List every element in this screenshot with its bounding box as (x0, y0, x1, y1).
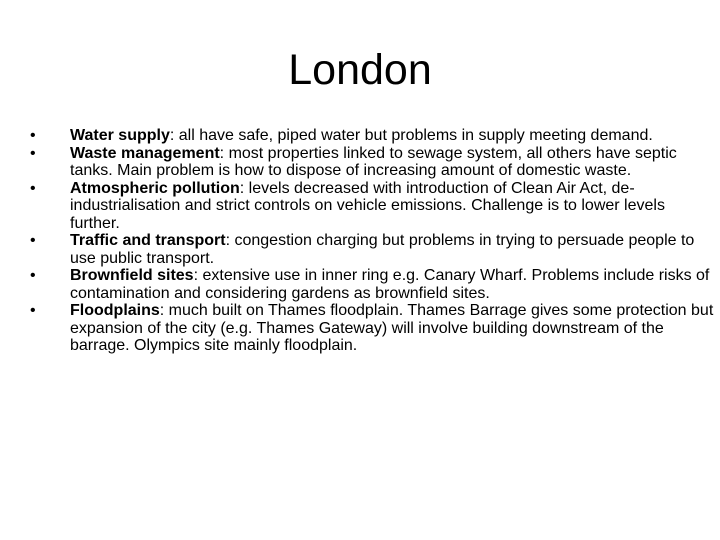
bullet-item-traffic-and-transport (30, 232, 714, 267)
bullet-text: : congestion charging but problems in trying to persuade people to use public transport. (70, 232, 695, 267)
bullet-item-atmospheric-pollution (30, 180, 714, 233)
bullet-icon: • (30, 127, 36, 144)
slide-title: London (288, 46, 432, 94)
bullet-text: : extensive use in inner ring e.g. Canary Wharf. Problems include risks of contamination and considering gardens as brownfield sites. (70, 267, 710, 302)
bullet-term: Waste management (70, 144, 220, 162)
bullet-icon: • (30, 267, 36, 284)
bullet-term: Floodplains (70, 302, 160, 319)
bullet-item-brownfield-sites (30, 267, 714, 302)
bullet-icon: • (30, 179, 36, 197)
bullet-list (30, 127, 714, 355)
bullet-text: : most properties linked to sewage system, all others have septic tanks. Main problem is how to dispose of increasing amount of domestic waste. (70, 144, 677, 179)
bullet-icon: • (30, 144, 36, 162)
bullet-term: Water supply (70, 127, 170, 144)
bullet-icon: • (30, 232, 36, 249)
bullet-text: : all have safe, piped water but problems in supply meeting demand. (169, 127, 653, 144)
bullet-item-waste-management (30, 145, 714, 180)
bullet-item-water-supply (30, 127, 714, 145)
bullet-term: Traffic and transport (70, 232, 226, 249)
bullet-term: Atmospheric pollution (70, 179, 240, 197)
bullet-term: Brownfield sites (70, 267, 194, 284)
bullet-item-floodplains (30, 302, 714, 355)
bullet-icon: • (30, 302, 36, 319)
bullet-text: : levels decreased with introduction of Clean Air Act, de-industrialisation and strict controls on vehicle emissions. Challenge is to lower levels further. (70, 179, 665, 232)
bullet-text: : much built on Thames floodplain. Thames Barrage gives some protection but expansion of the city (e.g. Thames Gateway) will involve building downstream of the barrage. Olympics site mainly floodplain. (70, 302, 714, 354)
